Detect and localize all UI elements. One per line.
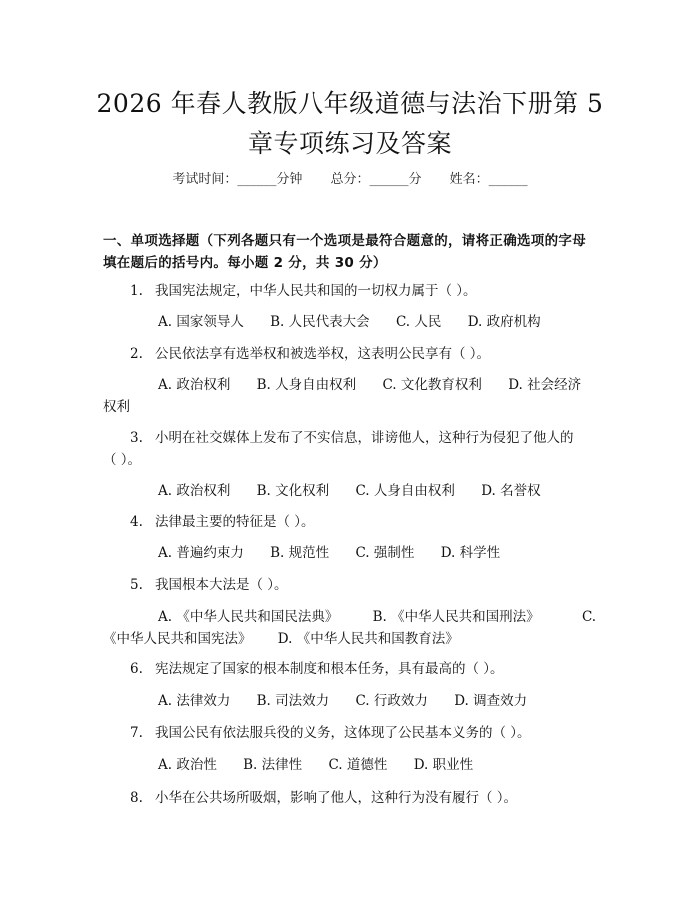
option-a: A. 政治权利 xyxy=(158,377,231,393)
question-text: 法律最主要的特征是（ ）。 xyxy=(155,514,315,530)
question-text: 我国根本大法是（ ）。 xyxy=(155,577,288,593)
student-name-field: 姓名：______ xyxy=(449,172,528,187)
question-text: 宪法规定了国家的根本制度和根本任务，具有最高的（ ）。 xyxy=(155,661,504,677)
option-c: C. xyxy=(581,609,597,625)
option-d: D. 社会经济 xyxy=(508,377,582,393)
option-b: B. 司法效力 xyxy=(256,693,330,709)
option-a: A. 普遍约束力 xyxy=(158,545,244,561)
option-d: D. 职业性 xyxy=(413,757,474,773)
option-c-continued: 《中华人民共和国宪法》 xyxy=(103,631,252,647)
question-5-options xyxy=(103,606,608,650)
question-text: 公民依法享有选举权和被选举权，这表明公民享有（ ）。 xyxy=(155,346,491,362)
question-number: 5. xyxy=(130,577,143,593)
option-b: B. 《中华人民共和国刑法》 xyxy=(372,609,540,625)
question-2-stem xyxy=(103,343,603,365)
option-a: A. 《中华人民共和国民法典》 xyxy=(158,609,339,625)
option-c: C. 行政效力 xyxy=(355,693,428,709)
question-7-stem xyxy=(103,722,603,744)
question-number: 8. xyxy=(130,790,143,806)
question-text: 我国宪法规定，中华人民共和国的一切权力属于（ ）。 xyxy=(155,283,477,299)
option-d: D. 科学性 xyxy=(440,545,501,561)
question-4-stem xyxy=(103,511,603,533)
title-line-2: 章专项练习及答案 xyxy=(247,129,452,158)
total-score-field: 总分：______分 xyxy=(330,172,422,187)
question-text: 小华在公共场所吸烟，影响了他人，这种行为没有履行（ ）。 xyxy=(155,790,518,806)
question-3-options xyxy=(103,480,608,502)
option-c: C. 人身自由权利 xyxy=(355,483,455,499)
option-d: D. 名誉权 xyxy=(481,483,541,499)
question-text: 我国公民有依法服兵役的义务，这体现了公民基本义务的（ ）。 xyxy=(155,725,531,741)
question-number: 4. xyxy=(130,514,143,530)
option-b: B. 人身自由权利 xyxy=(256,377,357,393)
page-title xyxy=(80,84,620,164)
option-d: D. 《中华人民共和国教育法》 xyxy=(277,631,459,647)
option-d-continued: 权利 xyxy=(103,399,130,415)
question-6-stem xyxy=(103,658,603,680)
title-line-1: 2026 年春人教版八年级道德与法治下册第 5 xyxy=(96,89,604,118)
question-4-options xyxy=(103,542,608,564)
option-c: C. 文化教育权利 xyxy=(382,377,482,393)
option-a: A. 政治权利 xyxy=(158,483,231,499)
question-number: 7. xyxy=(130,725,143,741)
question-3-stem xyxy=(103,427,603,471)
section-heading-line-2: 填在题后的括号内。每小题 2 分，共 30 分） xyxy=(103,255,387,271)
option-b: B. 规范性 xyxy=(270,545,330,561)
question-6-options xyxy=(103,690,608,712)
question-7-options xyxy=(103,754,608,776)
option-b: B. 人民代表大会 xyxy=(270,314,370,330)
section-heading xyxy=(103,230,603,274)
question-1-options xyxy=(103,311,608,333)
question-number: 6. xyxy=(130,661,143,677)
option-a: A. 国家领导人 xyxy=(158,314,244,330)
exam-time-field: 考试时间：______分钟 xyxy=(172,172,303,187)
option-d: D. 政府机构 xyxy=(467,314,541,330)
option-c: C. 强制性 xyxy=(355,545,415,561)
option-b: B. 法律性 xyxy=(243,757,303,773)
section-heading-line-1: 一、单项选择题（下列各题只有一个选项是最符合题意的，请将正确选项的字母 xyxy=(103,233,586,249)
question-text: 小明在社交媒体上发布了不实信息，诽谤他人，这种行为侵犯了他人的 xyxy=(155,430,574,446)
option-b: B. 文化权利 xyxy=(256,483,330,499)
question-text-continued: （ ）。 xyxy=(103,452,142,468)
option-c: C. 人民 xyxy=(395,314,442,330)
option-a: A. 法律效力 xyxy=(158,693,231,709)
question-number: 3. xyxy=(130,430,143,446)
question-5-stem xyxy=(103,574,603,596)
option-a: A. 政治性 xyxy=(158,757,217,773)
question-2-options xyxy=(103,374,608,418)
question-1-stem xyxy=(103,280,603,302)
option-d: D. 调查效力 xyxy=(454,693,528,709)
exam-info xyxy=(0,168,700,187)
question-number: 1. xyxy=(130,283,143,299)
question-8-stem xyxy=(103,787,603,809)
option-c: C. 道德性 xyxy=(328,757,388,773)
question-number: 2. xyxy=(130,346,143,362)
